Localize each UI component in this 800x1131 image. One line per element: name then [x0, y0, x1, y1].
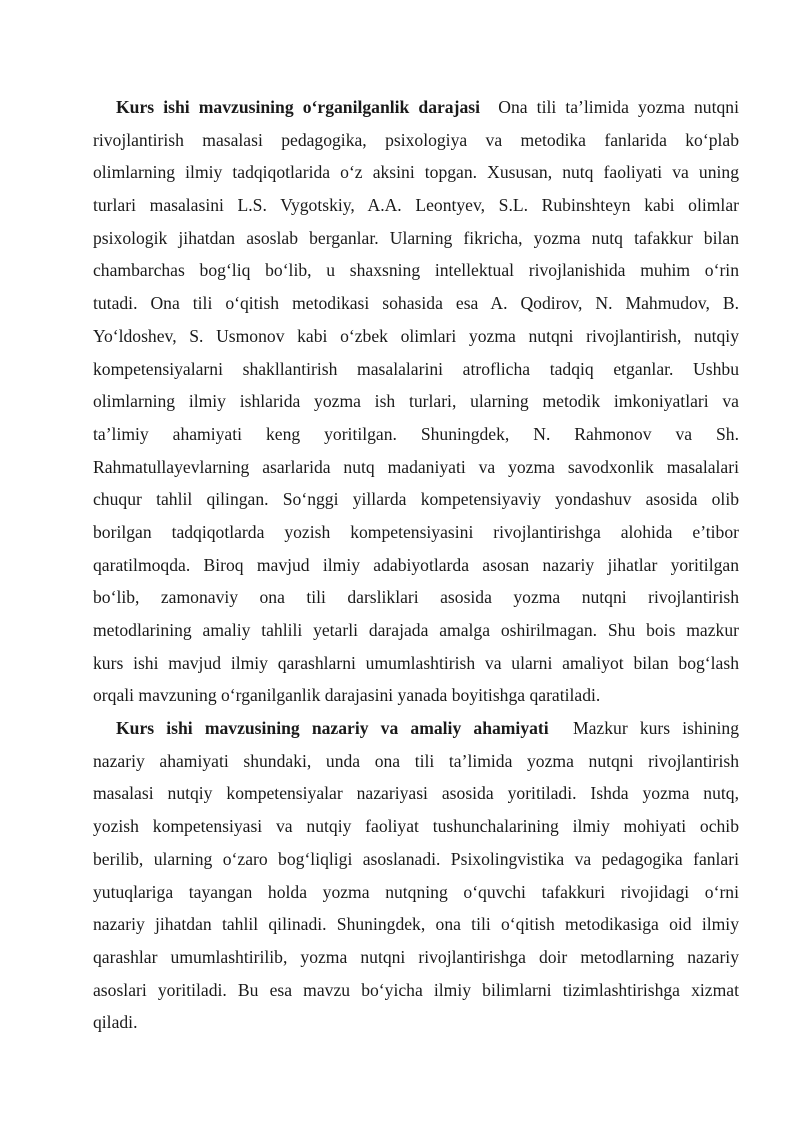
paragraph-line: kurs ishi mavjud ilmiy qarashlarni umumlashtirish va ularni amaliyot bilan bog‘lash [93, 652, 739, 673]
paragraph-line: chuqur tahlil qilingan. So‘nggi yillarda kompetensiyaviy yondashuv asosida olib [93, 489, 739, 510]
paragraph-line: rivojlantirish masalasi pedagogika, psixologiya va metodika fanlarida ko‘plab [93, 129, 739, 150]
paragraph-line: chambarchas bog‘liq bo‘lib, u shaxsning intellektual rivojlanishida muhim o‘rin [93, 260, 739, 281]
paragraph-line: bo‘lib, zamonaviy ona tili darsliklari asosida yozma nutqni rivojlantirish [93, 587, 739, 608]
paragraph-line: qaratilmoqda. Biroq mavjud ilmiy adabiyotlarda asosan nazariy jihatlar yoritilgan [93, 554, 739, 575]
paragraph-heading: Kurs ishi mavzusining nazariy va amaliy ahamiyati [116, 718, 549, 739]
paragraph-significance [93, 712, 739, 1039]
paragraph-line: kompetensiyalarni shakllantirish masalalarini atroflicha tadqiq etganlar. Ushbu [93, 358, 739, 379]
paragraph-line: borilgan tadqiqotlarda yozish kompetensiyasini rivojlantirishga alohida e’tibor [93, 521, 739, 542]
paragraph-line: nazariy jihatdan tahlil qilinadi. Shuningdek, ona tili o‘qitish metodikasiga oid ilmiy [93, 914, 739, 935]
paragraph-line: Rahmatullayevlarning asarlarida nutq madaniyati va yozma savodxonlik masalalari [93, 456, 739, 477]
paragraph-line: qiladi. [93, 1012, 138, 1033]
paragraph-line: masalasi nutqiy kompetensiyalar nazariyasi asosida yoritiladi. Ishda yozma nutq, [93, 783, 739, 804]
paragraph-line: berilib, ularning o‘zaro bog‘liqligi asoslanadi. Psixolingvistika va pedagogika fanlari [93, 848, 739, 869]
paragraph-line: asoslari yoritiladi. Bu esa mavzu bo‘yicha ilmiy bilimlarni tizimlashtirishga xizmat [93, 979, 739, 1000]
paragraph-line: qarashlar umumlashtirilib, yozma nutqni rivojlantirishga doir metodlarning nazariy [93, 946, 739, 967]
paragraph-line: ta’limiy ahamiyati keng yoritilgan. Shuningdek, N. Rahmonov va Sh. [93, 423, 739, 444]
paragraph-heading: Kurs ishi mavzusining o‘rganilganlik darajasi [116, 97, 480, 117]
paragraph-line: tutadi. Ona tili o‘qitish metodikasi sohasida esa A. Qodirov, N. Mahmudov, B. [93, 293, 739, 314]
paragraph-line: Kurs ishi mavzusining nazariy va amaliy ahamiyati Mazkur kurs ishining [116, 718, 739, 739]
paragraph-line: Kurs ishi mavzusining o‘rganilganlik darajasi Ona tili ta’limida yozma nutqni [116, 97, 739, 117]
paragraph-research-level [93, 91, 739, 712]
paragraph-line: Yo‘ldoshev, S. Usmonov kabi o‘zbek olimlari yozma nutqni rivojlantirish, nutqiy [93, 325, 739, 346]
paragraph-line: orqali mavzuning o‘rganilganlik darajasini yanada boyitishga qaratiladi. [93, 685, 601, 706]
paragraph-line: olimlarning ilmiy ishlarida yozma ish turlari, ularning metodik imkoniyatlari va [93, 391, 739, 412]
paragraph-line: yozish kompetensiyasi va nutqiy faoliyat tushunchalarining ilmiy mohiyati ochib [93, 816, 739, 837]
paragraph-line: psixologik jihatdan asoslab berganlar. Ularning fikricha, yozma nutq tafakkur bilan [93, 227, 739, 248]
paragraph-line: olimlarning ilmiy tadqiqotlarida o‘z aksini topgan. Xususan, nutq faoliyati va uning [93, 162, 739, 183]
paragraph-line: nazariy ahamiyati shundaki, unda ona tili ta’limida yozma nutqni rivojlantirish [93, 750, 739, 771]
paragraph-line: metodlarining amaliy tahlili yetarli darajada amalga oshirilmagan. Shu bois mazkur [93, 620, 739, 640]
paragraph-line: yutuqlariga tayangan holda yozma nutqning o‘quvchi tafakkuri rivojidagi o‘rni [93, 881, 739, 902]
document-body [93, 91, 739, 1039]
paragraph-line: turlari masalasini L.S. Vygotskiy, A.A. Leontyev, S.L. Rubinshteyn kabi olimlar [93, 195, 739, 216]
